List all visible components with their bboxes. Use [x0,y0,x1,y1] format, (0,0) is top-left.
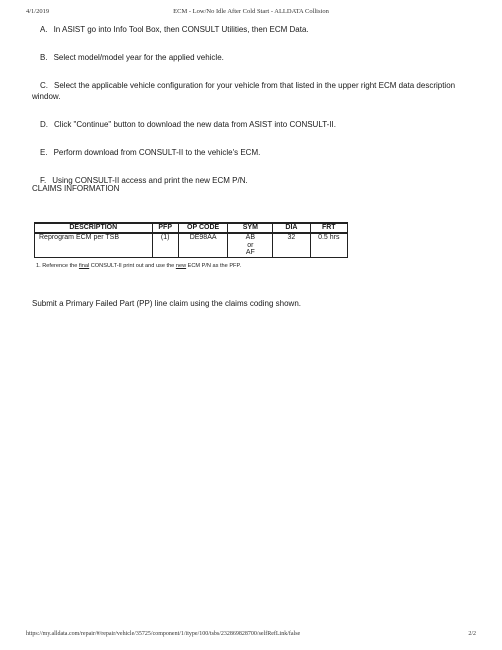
step-letter: E. [40,148,48,157]
step-letter: C. [40,81,48,90]
step-letter: B. [40,53,48,62]
step-text: In ASIST go into Info Tool Box, then CONSULT Utilities, then ECM Data. [53,25,309,34]
cell-op-code: DE98AA [178,233,228,257]
claim-note: Submit a Primary Failed Part (PP) line claim using the claims coding shown. [32,299,301,308]
cell-dia: 32 [273,233,310,257]
step-text: Select the applicable vehicle configuration for your vehicle from that listed in the upper right ECM data description window. [32,81,456,101]
cell-frt: 0.5 hrs [310,233,347,257]
step-b [32,52,472,63]
col-dia: DIA [273,223,310,233]
procedure-steps [32,24,472,203]
step-text: Using CONSULT-II access and print the new ECM P/N. [52,176,248,185]
col-frt: FRT [310,223,347,233]
step-text: Perform download from CONSULT-II to the vehicle's ECM. [53,148,261,157]
table-row [35,233,348,257]
step-a [32,24,472,35]
step-letter: D. [40,120,48,129]
cell-description: Reprogram ECM per TSB [35,233,153,257]
source-url[interactable]: https://my.alldata.com/repair/#/repair/vehicle/35725/component/1/itype/100/tsbs/232869828700/selfRefLink/false [26,631,301,637]
claims-table [34,222,348,258]
cell-sym [228,233,273,257]
step-e [32,147,472,158]
step-c [32,80,472,102]
page-number: 2/2 [468,631,476,637]
col-op-code: OP CODE [178,223,228,233]
col-pfp: PFP [152,223,178,233]
footnote-text: Reference the final CONSULT-II print out and use the new ECM P/N as the PFP. [42,263,242,269]
page-header [0,8,502,20]
col-sym: SYM [228,223,273,233]
cell-pfp: (1) [152,233,178,257]
step-letter: F. [40,176,47,185]
sym-line: AB [245,234,255,241]
footnote-number: 1. [36,263,41,269]
print-date: 4/1/2019 [26,8,50,15]
sym-line: or [247,241,254,249]
page-title: ECM - Low/No Idle After Cold Start - ALLDATA Collision [173,8,329,15]
section-title: CLAIMS INFORMATION [32,184,120,193]
step-text: Select model/model year for the applied vehicle. [53,53,224,62]
table-footnote [36,263,241,269]
table-header-row [35,223,348,233]
step-d [32,119,472,130]
col-description: DESCRIPTION [35,223,153,233]
step-letter: A. [40,25,48,34]
step-text: Click "Continue" button to download the new data from ASIST into CONSULT-II. [54,120,336,129]
sym-line: AF [245,249,255,256]
